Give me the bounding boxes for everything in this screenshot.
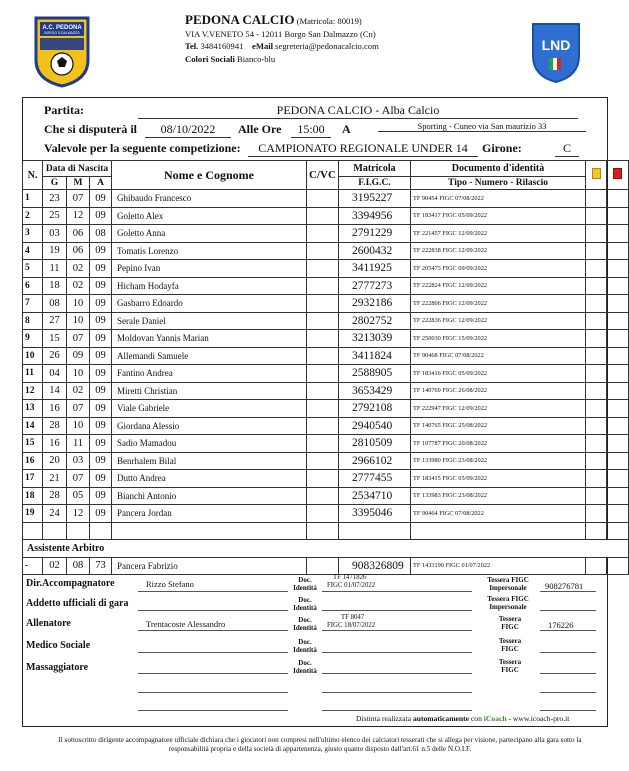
player-name: Pancera Jordan [112, 505, 307, 523]
col-matr-header-1: Matricola [339, 161, 411, 177]
player-yellow-card [586, 242, 607, 260]
player-dob-g: 11 [43, 260, 67, 278]
players-table [22, 160, 629, 575]
player-matricola: 2940540 [339, 417, 411, 435]
referee-section-label: Assistente Arbitro [23, 540, 629, 558]
player-row [23, 207, 629, 225]
girone-value: C [555, 141, 579, 157]
player-number: 17 [23, 470, 43, 488]
red-card-header [607, 161, 629, 190]
player-dob-m: 12 [67, 505, 90, 523]
player-red-card [607, 330, 629, 348]
allenatore-label: Allenatore [26, 618, 71, 629]
player-red-card [607, 207, 629, 225]
player-cvc [307, 382, 339, 400]
player-number: 12 [23, 382, 43, 400]
col-n-header: N. [23, 161, 43, 190]
player-number: 13 [23, 400, 43, 418]
player-red-card [607, 365, 629, 383]
player-cvc [307, 470, 339, 488]
yellow-card-header [586, 161, 607, 190]
club-info [185, 14, 379, 65]
player-doc: TF 222947 FIGC 12/09/2022 [411, 400, 586, 418]
player-number: 6 [23, 277, 43, 295]
referee-row [23, 557, 629, 575]
club-colors: Bianco-blu [237, 53, 276, 64]
player-number: 14 [23, 417, 43, 435]
player-cvc [307, 312, 339, 330]
dir-tessera-value: 908276781 [545, 581, 584, 591]
player-cvc [307, 435, 339, 453]
player-dob-g: 27 [43, 312, 67, 330]
player-dob-m: 07 [67, 190, 90, 208]
player-dob-a: 09 [90, 190, 112, 208]
player-yellow-card [586, 330, 607, 348]
player-dob-a: 09 [90, 417, 112, 435]
player-row [23, 190, 629, 208]
player-number: 3 [23, 225, 43, 243]
referee-name: Pancera Fabrizio [112, 557, 307, 575]
player-cvc [307, 190, 339, 208]
col-a-header: A [90, 177, 112, 190]
player-row [23, 505, 629, 523]
referee-section-row [23, 540, 629, 558]
player-dob-g: 25 [43, 207, 67, 225]
player-dob-m: 07 [67, 400, 90, 418]
player-dob-m: 10 [67, 295, 90, 313]
player-name: Ghibaudo Francesco [112, 190, 307, 208]
player-dob-g: 16 [43, 435, 67, 453]
venue-value: Sporting - Cuneo via San maurizio 33 [378, 121, 586, 132]
player-dob-m: 11 [67, 435, 90, 453]
player-matricola: 2777455 [339, 470, 411, 488]
allenatore-tessera-label: Tessera FIGC [498, 615, 522, 631]
player-matricola: 3213039 [339, 330, 411, 348]
player-doc: TF 133980 FIGC 23/08/2022 [411, 452, 586, 470]
player-name: Fantino Andrea [112, 365, 307, 383]
red-card-icon [613, 168, 622, 179]
lnd-logo [527, 18, 585, 86]
medico-label: Medico Sociale [26, 640, 91, 651]
player-cvc [307, 277, 339, 295]
player-dob-a: 09 [90, 470, 112, 488]
dir-doc-label: Doc. Identità [293, 576, 317, 592]
player-name: Sadio Mamadou [112, 435, 307, 453]
player-yellow-card [586, 347, 607, 365]
player-yellow-card [586, 260, 607, 278]
addetto-doc-label: Doc. Identità [293, 596, 317, 612]
player-dob-a: 09 [90, 365, 112, 383]
player-matricola: 3411824 [339, 347, 411, 365]
player-red-card [607, 347, 629, 365]
col-matr-header-2: F.I.G.C. [339, 177, 411, 190]
player-matricola: 2792108 [339, 400, 411, 418]
player-red-card [607, 417, 629, 435]
player-dob-g: 04 [43, 365, 67, 383]
player-doc: TF 250030 FIGC 15/09/2022 [411, 330, 586, 348]
player-doc: TF 221457 FIGC 12/09/2022 [411, 225, 586, 243]
player-doc: TF 205473 FIGC 09/09/2022 [411, 260, 586, 278]
player-dob-a: 09 [90, 330, 112, 348]
player-matricola: 2534710 [339, 487, 411, 505]
player-red-card [607, 435, 629, 453]
allenatore-doc-value: TF 8047 FIGC 18/07/2022 [327, 614, 376, 629]
player-row [23, 347, 629, 365]
player-cvc [307, 487, 339, 505]
player-dob-g: 03 [43, 225, 67, 243]
col-doc-header-2: Tipo - Numero - Rilascio [411, 177, 586, 190]
player-matricola: 3653429 [339, 382, 411, 400]
player-yellow-card [586, 207, 607, 225]
player-doc: TF 90468 FIGC 07/08/2022 [411, 347, 586, 365]
player-doc: TF 140765 FIGC 25/08/2022 [411, 417, 586, 435]
player-dob-m: 07 [67, 330, 90, 348]
player-dob-a: 09 [90, 277, 112, 295]
player-matricola: 2932186 [339, 295, 411, 313]
dir-tessera-label: Tessera FIGC Impersonale [487, 576, 529, 592]
player-dob-m: 09 [67, 347, 90, 365]
player-row [23, 452, 629, 470]
player-dob-a: 09 [90, 435, 112, 453]
dir-label: Dir.Accompagnatore [26, 578, 115, 589]
competition-value: CAMPIONATO REGIONALE UNDER 14 [248, 141, 478, 157]
player-yellow-card [586, 435, 607, 453]
player-doc: TF 90464 FIGC 07/08/2022 [411, 505, 586, 523]
player-dob-g: 23 [43, 190, 67, 208]
player-cvc [307, 400, 339, 418]
player-yellow-card [586, 365, 607, 383]
date-value: 08/10/2022 [145, 122, 231, 138]
player-dob-m: 10 [67, 365, 90, 383]
player-name: Goletto Alex [112, 207, 307, 225]
declaration-footer: Il sottoscritto dirigente accompagnatore ufficiale dichiara che i giocatori non compresi nell'ultimo elenco dei calciatori tesserati che si allega per visione, partecipano alla gara sotto la responsabilità propria e della società di appartenenza, giusto quanto disposto dall'art.61 n.5 delle N.O.I.F. [58, 736, 582, 753]
player-name: Serale Daniel [112, 312, 307, 330]
player-yellow-card [586, 277, 607, 295]
player-yellow-card [586, 312, 607, 330]
player-dob-g: 28 [43, 417, 67, 435]
massaggiatore-tessera-label: Tessera FIGC [498, 658, 522, 674]
player-name: Miretti Christian [112, 382, 307, 400]
dir-name: Rizzo Stefano [146, 579, 194, 589]
crest-text-sub: BORGO S.DALMAZZO [44, 31, 80, 35]
player-yellow-card [586, 190, 607, 208]
player-cvc [307, 330, 339, 348]
player-yellow-card [586, 452, 607, 470]
time-value: 15:00 [291, 122, 331, 138]
player-red-card [607, 505, 629, 523]
club-tel: 3484160941 [200, 41, 244, 51]
venue-label: A [342, 122, 351, 136]
player-doc: TF 183415 FIGC 05/09/2022 [411, 470, 586, 488]
player-number: 1 [23, 190, 43, 208]
girone-label: Girone: [482, 141, 522, 155]
player-red-card [607, 242, 629, 260]
player-cvc [307, 260, 339, 278]
player-row [23, 277, 629, 295]
allenatore-tessera-value: 176226 [548, 620, 574, 630]
player-number: 9 [23, 330, 43, 348]
addetto-tessera-label: Tessera FIGC Impersonale [487, 595, 529, 611]
player-dob-m: 06 [67, 242, 90, 260]
allenatore-doc-label: Doc. Identità [293, 616, 317, 632]
player-red-card [607, 225, 629, 243]
competition-label: Valevole per la seguente competizione: [44, 141, 241, 155]
player-yellow-card [586, 417, 607, 435]
player-number: 8 [23, 312, 43, 330]
email-label: eMail [252, 41, 274, 51]
player-doc: TF 90454 FIGC 07/08/2022 [411, 190, 586, 208]
player-doc: TF 183416 FIGC 05/09/2022 [411, 365, 586, 383]
player-row [23, 400, 629, 418]
player-dob-m: 06 [67, 225, 90, 243]
player-dob-a: 09 [90, 487, 112, 505]
player-cvc [307, 225, 339, 243]
credit-line: Distinta realizzata automaticamente con iCoach - www.icoach-pro.it [356, 714, 570, 723]
player-name: Gasbarro Edoardo [112, 295, 307, 313]
player-matricola: 2791229 [339, 225, 411, 243]
player-name: Allemandi Samuele [112, 347, 307, 365]
player-row [23, 295, 629, 313]
player-red-card [607, 277, 629, 295]
tel-label: Tel. [185, 41, 199, 51]
player-dob-a: 09 [90, 347, 112, 365]
player-row [23, 242, 629, 260]
player-yellow-card [586, 382, 607, 400]
player-dob-g: 15 [43, 330, 67, 348]
player-red-card [607, 400, 629, 418]
player-matricola: 2802752 [339, 312, 411, 330]
player-doc: TF 183417 FIGC 05/09/2022 [411, 207, 586, 225]
player-doc: TF 133983 FIGC 23/08/2022 [411, 487, 586, 505]
player-row [23, 312, 629, 330]
player-doc: TF 222836 FIGC 12/09/2022 [411, 312, 586, 330]
player-red-card [607, 487, 629, 505]
time-label: Alle Ore [238, 122, 282, 136]
lnd-text: LND [541, 37, 571, 53]
player-dob-a: 09 [90, 382, 112, 400]
player-dob-g: 21 [43, 470, 67, 488]
partita-label: Partita: [44, 103, 84, 117]
player-row [23, 225, 629, 243]
player-red-card [607, 382, 629, 400]
club-matricola: (Matricola: 80019) [296, 16, 362, 26]
player-dob-a: 08 [90, 225, 112, 243]
player-dob-g: 19 [43, 242, 67, 260]
player-number: 19 [23, 505, 43, 523]
player-name: Dutto Andrea [112, 470, 307, 488]
letterhead [0, 0, 629, 95]
player-doc: TF 140769 FIGC 26/08/2022 [411, 382, 586, 400]
player-cvc [307, 295, 339, 313]
player-dob-g: 20 [43, 452, 67, 470]
referee-n: - [23, 557, 43, 575]
player-cvc [307, 365, 339, 383]
player-number: 5 [23, 260, 43, 278]
medico-doc-label: Doc. Identità [293, 638, 317, 654]
player-yellow-card [586, 487, 607, 505]
player-red-card [607, 452, 629, 470]
referee-dob-g: 02 [43, 557, 67, 575]
addetto-label: Addetto ufficiali di gara [26, 598, 129, 609]
player-matricola: 3411925 [339, 260, 411, 278]
player-name: Moldovan Yannis Marian [112, 330, 307, 348]
medico-tessera-label: Tessera FIGC [498, 637, 522, 653]
player-dob-m: 10 [67, 417, 90, 435]
player-doc: TF 222838 FIGC 12/09/2022 [411, 242, 586, 260]
referee-dob-a: 73 [90, 557, 112, 575]
col-name-header: Nome e Cognome [112, 161, 307, 190]
player-number: 2 [23, 207, 43, 225]
player-name: Giordana Alessio [112, 417, 307, 435]
player-red-card [607, 312, 629, 330]
player-doc: TF 222806 FIGC 12/09/2022 [411, 295, 586, 313]
club-address: VIA V.VENETO 54 - 12011 Borgo San Dalmazzo (Cn) [185, 28, 376, 39]
col-g-header: G [43, 177, 67, 190]
player-cvc [307, 207, 339, 225]
player-name: Goletto Anna [112, 225, 307, 243]
player-name: Pepino Ivan [112, 260, 307, 278]
yellow-card-icon [592, 168, 601, 179]
player-cvc [307, 452, 339, 470]
player-dob-g: 16 [43, 400, 67, 418]
player-cvc [307, 505, 339, 523]
partita-value: PEDONA CALCIO - Alba Calcio [138, 103, 578, 119]
player-matricola: 3394956 [339, 207, 411, 225]
player-number: 7 [23, 295, 43, 313]
player-row [23, 330, 629, 348]
player-dob-m: 02 [67, 277, 90, 295]
player-row [23, 417, 629, 435]
player-red-card [607, 295, 629, 313]
player-red-card [607, 190, 629, 208]
player-dob-a: 09 [90, 452, 112, 470]
player-yellow-card [586, 225, 607, 243]
club-email[interactable]: segreteria@pedonacalcio.com [275, 41, 379, 51]
referee-doc: TF 1433190 FIGC 01/07/2022 [411, 557, 586, 575]
player-dob-a: 09 [90, 207, 112, 225]
massaggiatore-doc-label: Doc. Identità [293, 659, 317, 675]
player-matricola: 2600432 [339, 242, 411, 260]
player-dob-a: 09 [90, 242, 112, 260]
player-number: 15 [23, 435, 43, 453]
player-number: 4 [23, 242, 43, 260]
player-dob-a: 09 [90, 260, 112, 278]
player-matricola: 2810509 [339, 435, 411, 453]
colors-label: Colori Sociali [185, 53, 235, 64]
player-name: Hicham Hodayfa [112, 277, 307, 295]
col-doc-header-1: Documento d'identità [411, 161, 586, 177]
player-name: Bianchi Antonio [112, 487, 307, 505]
player-dob-g: 26 [43, 347, 67, 365]
player-number: 11 [23, 365, 43, 383]
player-cvc [307, 347, 339, 365]
referee-matricola: 908326809 [339, 557, 411, 575]
player-yellow-card [586, 400, 607, 418]
table-header-row [23, 161, 629, 177]
player-row [23, 365, 629, 383]
player-dob-g: 18 [43, 277, 67, 295]
player-name: Viale Gabriele [112, 400, 307, 418]
player-row [23, 435, 629, 453]
player-row [23, 470, 629, 488]
icoach-brand: iCoach [483, 714, 507, 723]
col-m-header: M [67, 177, 90, 190]
player-dob-a: 09 [90, 312, 112, 330]
player-dob-a: 09 [90, 400, 112, 418]
player-dob-g: 08 [43, 295, 67, 313]
massaggiatore-label: Massaggiatore [26, 662, 89, 673]
player-doc: TF 222824 FIGC 12/09/2022 [411, 277, 586, 295]
player-number: 16 [23, 452, 43, 470]
player-yellow-card [586, 470, 607, 488]
player-cvc [307, 417, 339, 435]
col-dob-header: Data di Nascita [43, 161, 112, 177]
col-cvc-header: C/VC [307, 161, 339, 190]
player-number: 10 [23, 347, 43, 365]
player-matricola: 2777273 [339, 277, 411, 295]
player-row [23, 487, 629, 505]
club-name: PEDONA CALCIO [185, 12, 295, 27]
player-dob-m: 05 [67, 487, 90, 505]
player-red-card [607, 260, 629, 278]
player-row [23, 260, 629, 278]
player-matricola: 2966102 [339, 452, 411, 470]
crest-text-top: A.C. PEDONA [42, 25, 82, 31]
player-row [23, 382, 629, 400]
empty-row [23, 522, 629, 540]
player-dob-a: 09 [90, 295, 112, 313]
player-matricola: 2588905 [339, 365, 411, 383]
player-cvc [307, 242, 339, 260]
player-dob-g: 24 [43, 505, 67, 523]
player-yellow-card [586, 505, 607, 523]
date-label: Che si disputerà il [44, 122, 138, 136]
player-matricola: 3195227 [339, 190, 411, 208]
player-dob-m: 02 [67, 260, 90, 278]
player-red-card [607, 470, 629, 488]
player-dob-g: 28 [43, 487, 67, 505]
player-dob-m: 02 [67, 382, 90, 400]
player-dob-m: 12 [67, 207, 90, 225]
player-dob-g: 14 [43, 382, 67, 400]
player-number: 18 [23, 487, 43, 505]
club-crest-logo [32, 14, 92, 88]
allenatore-name: Trentacoste Alessandro [146, 619, 226, 629]
player-dob-m: 10 [67, 312, 90, 330]
player-doc: TF 107787 FIGC 20/08/2022 [411, 435, 586, 453]
player-yellow-card [586, 295, 607, 313]
player-dob-m: 03 [67, 452, 90, 470]
player-matricola: 3395046 [339, 505, 411, 523]
player-dob-m: 07 [67, 470, 90, 488]
player-dob-a: 09 [90, 505, 112, 523]
referee-dob-m: 08 [67, 557, 90, 575]
dir-doc-value: TF 1471826 FIGC 01/07/2022 [327, 574, 376, 589]
player-name: Benrhalem Bilal [112, 452, 307, 470]
player-name: Tomatis Lorenzo [112, 242, 307, 260]
